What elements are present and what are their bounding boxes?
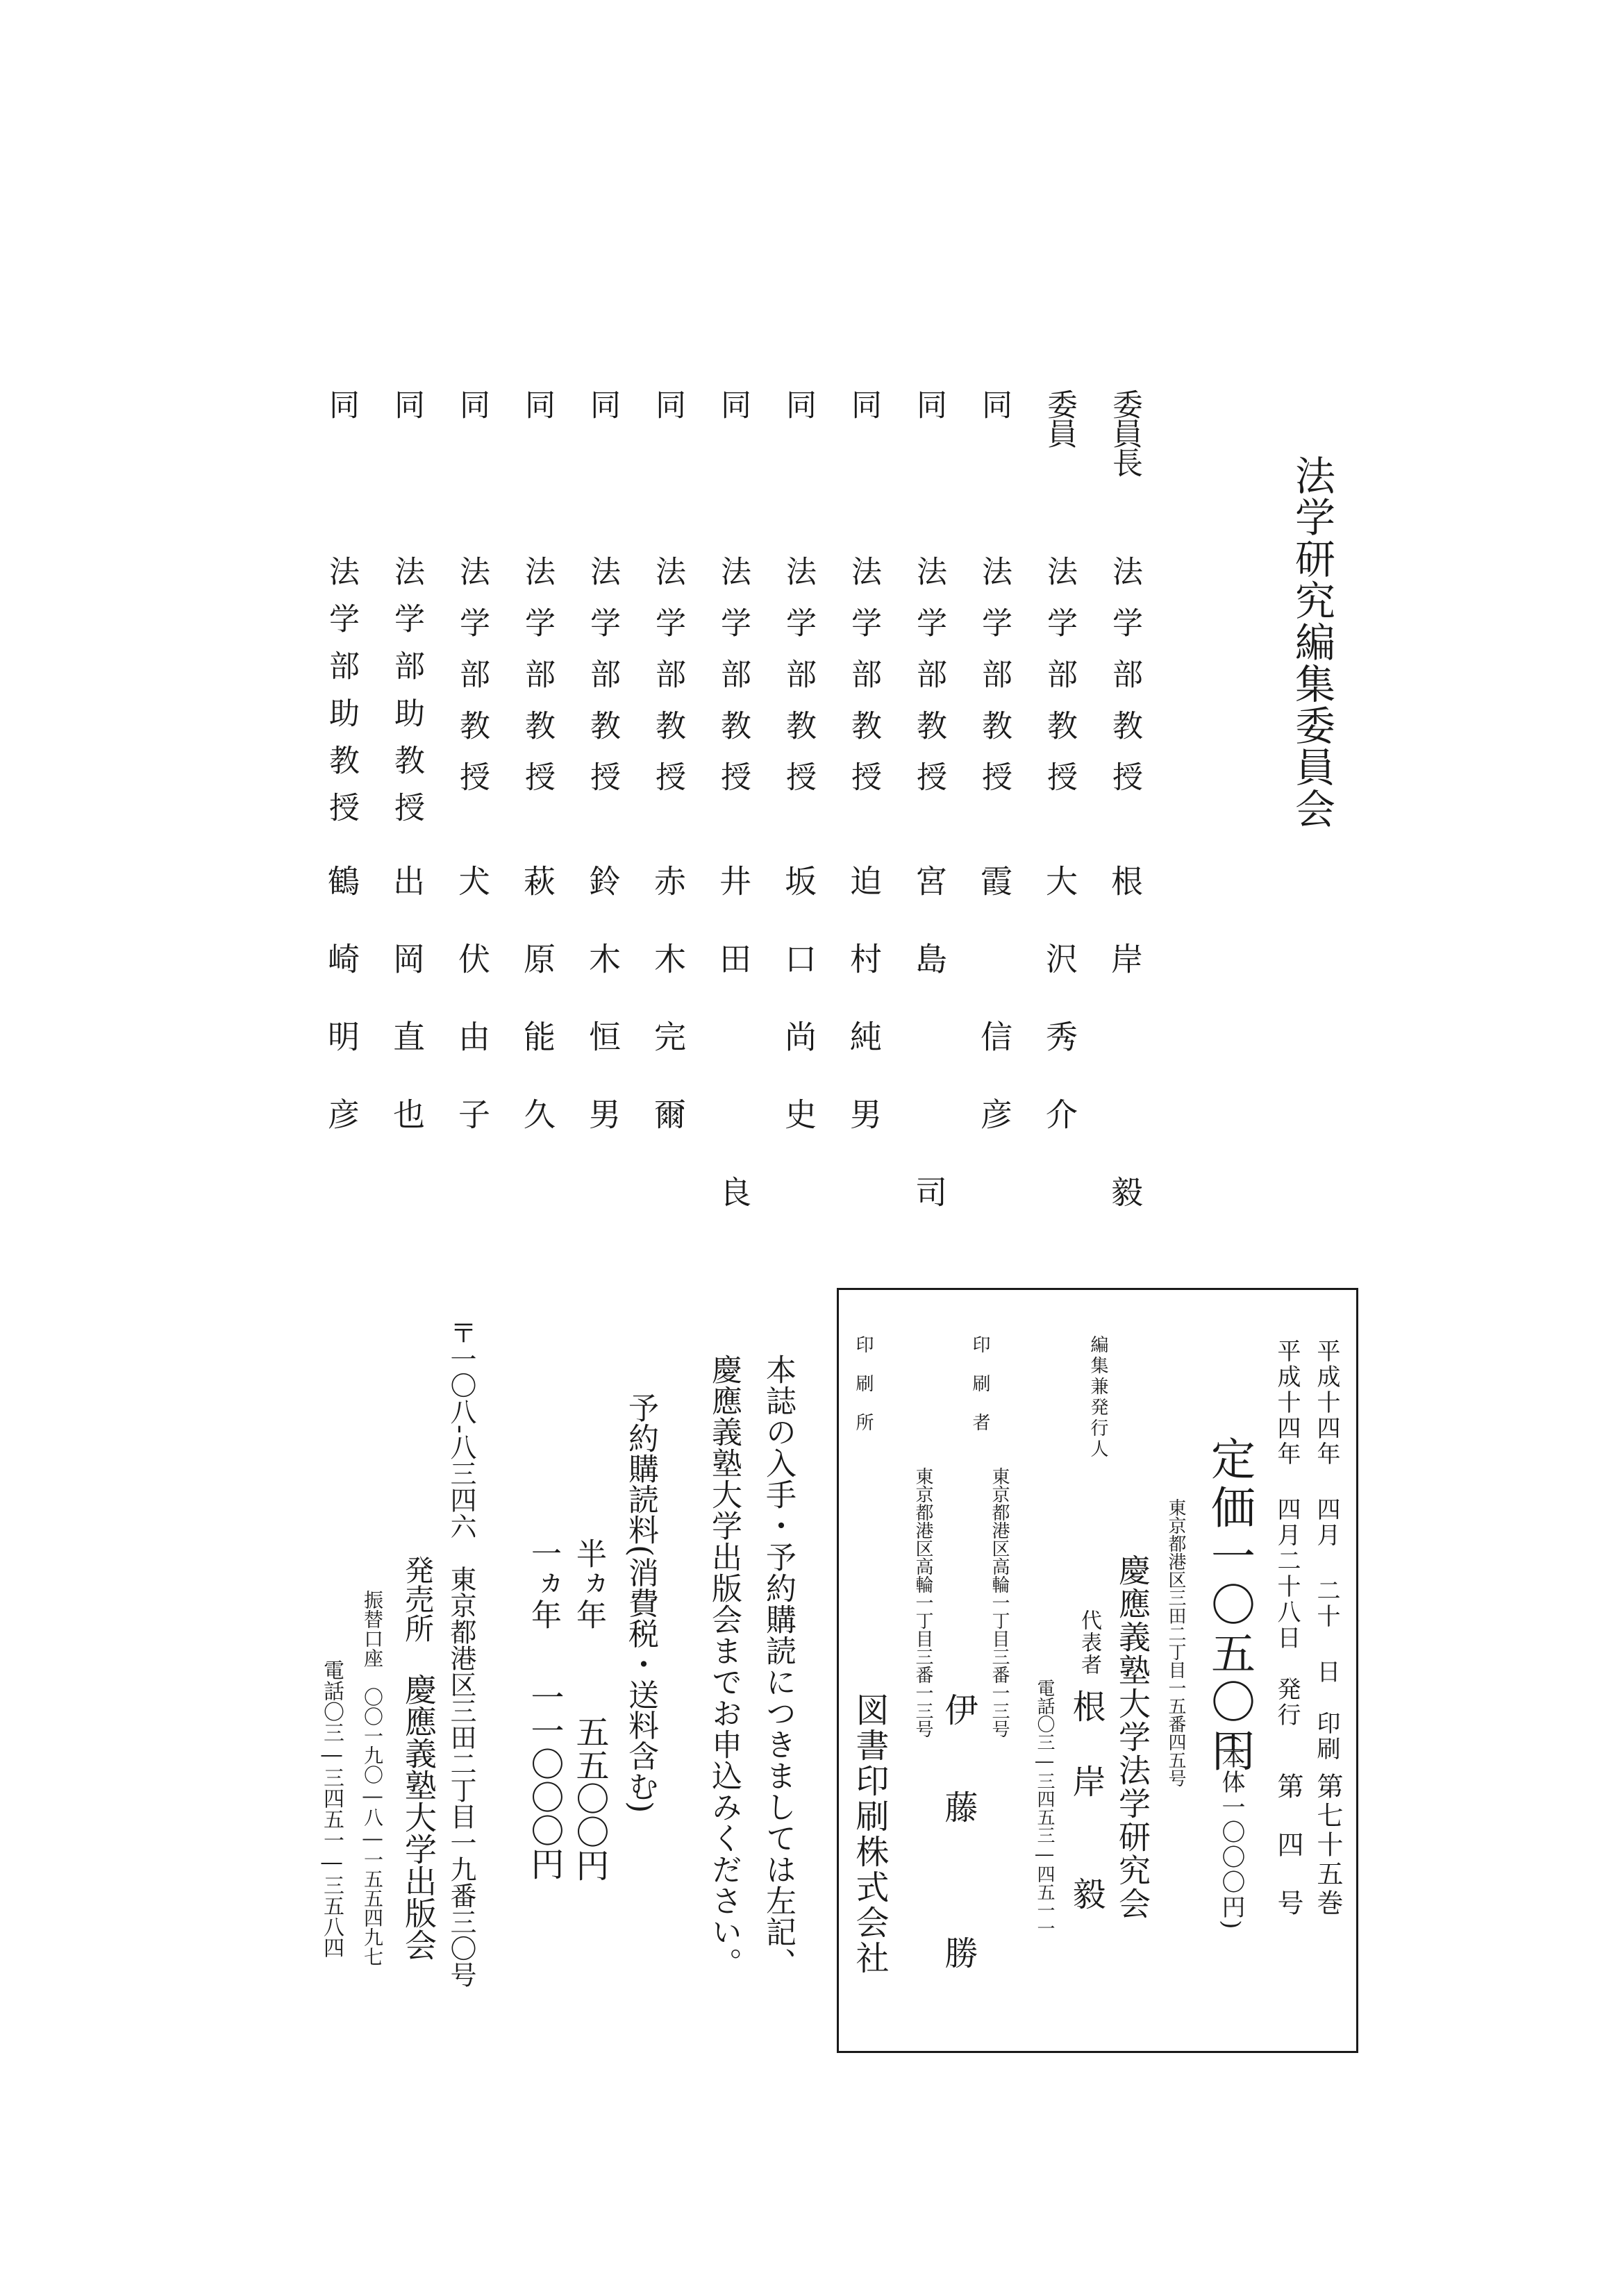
editor-org: 慶應義塾大学法学研究会 [1114, 1554, 1151, 1920]
member-role: 同 [781, 389, 816, 418]
member-title: 法学部教授 [1042, 555, 1077, 812]
member-title: 法学部教授 [781, 555, 816, 812]
editor-phone: 電話〇三―三四五三―四五一一 [1034, 1679, 1055, 1937]
member-title: 法学部教授 [715, 555, 751, 812]
member-title: 法学部教授 [976, 555, 1012, 812]
notice-line-2: 慶應義塾大学出版会までお申込みください。 [706, 1354, 742, 1979]
print-date: 平成十四年 四月 二十 日 印刷 [1312, 1339, 1340, 1762]
printer-address: 東京都港区高輪一丁目三番一三号 [989, 1467, 1010, 1738]
seller-label: 発売所 [401, 1555, 435, 1643]
printer-label: 印刷者 [969, 1335, 990, 1452]
issue-number: 第 四 号 [1273, 1773, 1303, 1918]
print-shop-address: 東京都港区高輪一丁目三番一三号 [912, 1467, 933, 1738]
print-shop-label: 印刷所 [853, 1335, 874, 1452]
seller-name: 慶應義塾大学出版会 [400, 1673, 437, 1961]
member-title: 法学部教授 [911, 555, 946, 812]
member-role: 同 [976, 389, 1012, 418]
member-role: 同 [846, 389, 881, 418]
member-name: 宮島 司 [910, 864, 948, 1253]
member-title: 法学部教授 [1107, 555, 1142, 812]
member-role: 委員長 [1107, 389, 1142, 476]
editor-rep-label: 代表者 [1077, 1609, 1101, 1676]
member-name: 井田 良 [715, 864, 752, 1253]
member-name: 根岸 毅 [1106, 864, 1144, 1253]
member-role: 同 [585, 389, 620, 418]
member-role: 同 [715, 389, 751, 418]
one-year-price: 一一〇〇〇円 [525, 1680, 564, 1880]
member-title: 法学部助教授 [324, 555, 359, 839]
member-name: 犬伏由子 [453, 864, 491, 1175]
member-title: 法学部教授 [585, 555, 620, 812]
member-name: 鈴木恒男 [584, 864, 622, 1175]
price-note: (本体一〇〇〇円) [1217, 1734, 1245, 1931]
member-role: 同 [519, 389, 555, 418]
price: 定価一〇五〇円 [1203, 1436, 1255, 1776]
member-role: 同 [389, 389, 424, 418]
member-name: 萩原能久 [519, 864, 556, 1175]
editor-address: 東京都港区三田二丁目一五番四五号 [1165, 1498, 1186, 1787]
member-role: 同 [911, 389, 946, 418]
member-name: 鶴崎明彦 [323, 864, 360, 1175]
member-title: 法学部教授 [454, 555, 490, 812]
member-title: 法学部助教授 [389, 555, 424, 839]
half-year-label: 半ヵ年 [571, 1538, 606, 1629]
phone-number: 電話〇三―三四五一―三五八四 [319, 1659, 344, 1958]
member-title: 法学部教授 [846, 555, 881, 812]
member-name: 坂口尚史 [780, 864, 817, 1175]
volume: 第七十五巻 [1312, 1773, 1343, 1918]
half-year-price: 五五〇〇円 [570, 1715, 609, 1882]
member-name: 赤木完爾 [649, 864, 687, 1175]
member-name: 霞 信彦 [976, 864, 1013, 1175]
editor-rep-name: 根 岸 毅 [1067, 1689, 1106, 1914]
colophon-box [837, 1288, 1358, 2053]
editor-label: 編集兼発行人 [1087, 1335, 1108, 1460]
member-role: 同 [324, 389, 359, 418]
member-title: 法学部教授 [650, 555, 685, 812]
one-year-label: 一ヵ年 [526, 1538, 561, 1629]
member-role: 委員 [1042, 389, 1077, 447]
member-name: 迫村純男 [845, 864, 883, 1175]
member-role: 同 [650, 389, 685, 418]
member-name: 大沢秀介 [1041, 864, 1078, 1175]
subscription-heading: 予約購読料(消費税・送料含む) [623, 1392, 658, 1813]
printer-name: 伊 藤 勝 [939, 1693, 978, 1984]
notice-line-1: 本誌の入手・予約購読につきましては左記、 [760, 1354, 796, 1979]
print-shop-name: 図書印刷株式会社 [850, 1693, 889, 1976]
transfer-account: 振替口座 〇〇一九〇―八―一五五四九七 [361, 1590, 384, 1966]
member-name: 出岡直也 [388, 864, 426, 1175]
member-role: 同 [454, 389, 490, 418]
member-title: 法学部教授 [519, 555, 555, 812]
publish-date: 平成十四年 四月二十八日 発行 [1273, 1339, 1301, 1728]
committee-title: 法学研究編集委員会 [1288, 455, 1335, 830]
postal-address: 〒一〇八-八三四六 東京都港区三田二丁目一九番三〇号 [446, 1319, 476, 1988]
